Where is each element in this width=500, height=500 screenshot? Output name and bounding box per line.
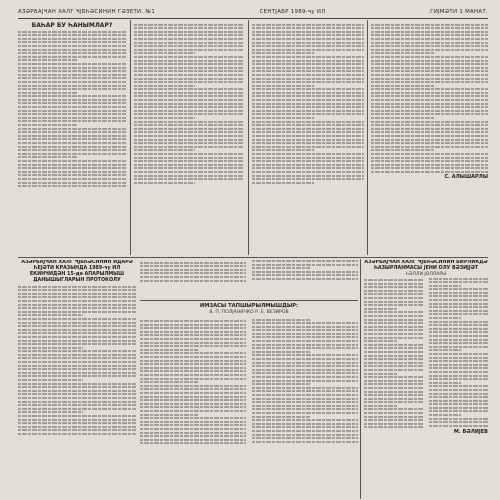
article-4-subtitle: ҺӘЛЛИ ЈОЛЛАРЫ [405,272,447,277]
article-3 [140,303,358,498]
article-4 [364,260,488,498]
masthead-center: СЕНТЈАБР 1989-ҹу ИЛ [259,9,326,15]
article-1-cont [134,22,244,255]
article-3-title: ИМЗАСЫ ТАПШЫРЫЛМЫШДЫР: [199,303,299,309]
signature-1: С. АЛЫШАРЛЫ [444,174,488,181]
article-2 [18,260,136,498]
article-2-title: АЗӘРБАЈҸАН ХАЛГ ҸЈБҺӘСИНИН ИДАРӘ ҺЕЈӘТИ КРАЗЫНДА 1989-ҹу ИЛ ЕКИНҸИДӘН 15-дә АПАРЫЛМЫШ ДАНЫШЫГЛАРЫН ПРОТОКОЛУ [21,260,133,283]
article-3-names: В. П. ПОЛЈАНИЧКО Р. Е. ВЕЗИРОВ [209,310,289,315]
article-1-title: БАҺАР БУ ҺАНЫМЛАР? [31,22,113,29]
article-4-title: АЗӘРБАЈҸАН ХАЛГ ҸЈБҺӘСИНИН БИРЛИКДӘ ҺАЗЫРЛАНМАСЫ ЈЕНИ ОЛУ ВӘЗИЈЈӘТ [364,260,488,271]
article-1-cont2 [252,22,364,255]
signature-2: М. ВӘЛИЈЕВ [453,429,488,436]
article-1-cont3 [371,22,488,255]
masthead [18,6,488,19]
masthead-right: ГИЈМӘТИ 1 МАНАТ. [430,9,488,15]
article-2-cont [140,260,358,300]
article-1-body [18,31,126,188]
masthead-left: АЗӘРБАЈҸАН ХАЛГ ҸЈБҺӘСИНИН ГӘЗЕТИ. №1 [18,9,156,15]
article-1 [18,22,126,255]
